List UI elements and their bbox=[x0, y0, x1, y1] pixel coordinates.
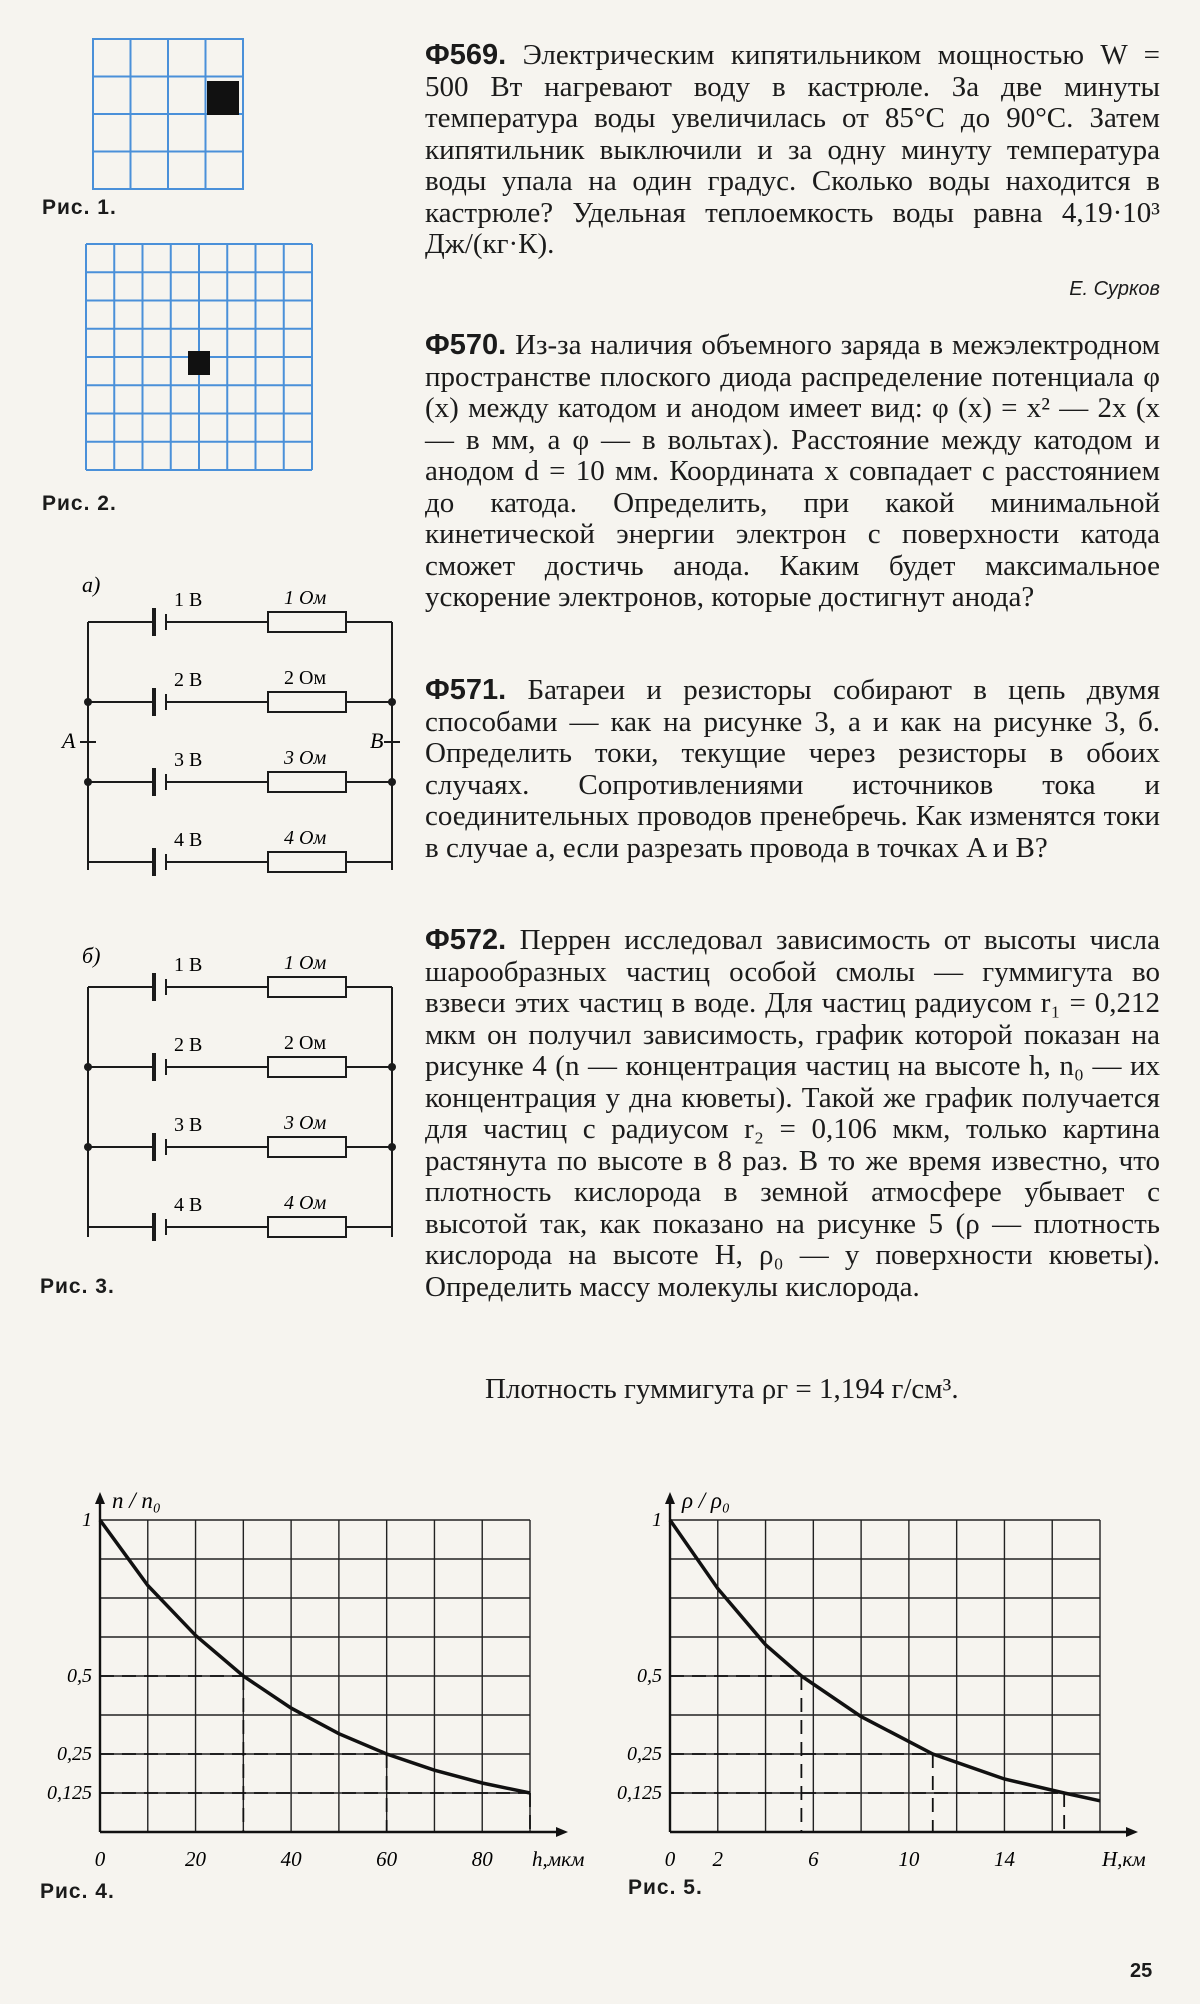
fig3a-r3: 3 Ом bbox=[284, 747, 327, 769]
fig1-dark-cell bbox=[207, 81, 239, 115]
problem-f569 bbox=[425, 40, 1160, 261]
fig4-curve bbox=[100, 1520, 530, 1793]
fig4-y-label: n / n₀ bbox=[112, 1488, 161, 1513]
problem-f572-number: Ф572. bbox=[425, 924, 507, 956]
fig5-x-arrow bbox=[1126, 1827, 1138, 1837]
fig5-chart bbox=[610, 1480, 1170, 1880]
fig3a-branch-4 bbox=[88, 848, 392, 876]
fig4-x-label: h,мкм bbox=[532, 1847, 585, 1871]
problem-f570 bbox=[425, 330, 1160, 614]
problem-f572 bbox=[425, 925, 1160, 1303]
fig3b-v4: 4 В bbox=[174, 1194, 203, 1216]
problem-f569-text: Электрическим кипятильником мощностью W = 500 Вт нагревают воду в кастрюле. За две минуты температура воды увеличилась от 85°С до 90°С. Затем кипятильник выключили и за одну минуту температура воды упала на один градус. Сколько воды находится в кастрюле? Удельная теплоемкость воды равна 4,19·10³ Дж/(кг·К). bbox=[425, 39, 1161, 260]
fig1-caption: Рис. 1. bbox=[42, 196, 117, 219]
fig3b-branch-3 bbox=[88, 1133, 392, 1161]
fig5-x-tick: 6 bbox=[808, 1847, 819, 1871]
fig3a-node-a: A bbox=[62, 728, 76, 753]
fig3a-node-b: B bbox=[370, 728, 384, 753]
fig5-y-tick: 0,25 bbox=[627, 1743, 662, 1765]
fig5-caption: Рис. 5. bbox=[628, 1876, 703, 1899]
problem-f570-text: Из-за наличия объемного заряда в межэлектродном пространстве плоского диода распределение потенциала φ (x) между катодом и анодом имеет вид: φ (x) = x² — 2x (x — в мм, а φ — в вольтах). Расстояние между катодом и анодом d = 10 мм. Координата x совпадает с расстоянием до катода. Определить, при какой минимальной кинетической энергии электрон с поверхности катода сможет достичь анода. Каким будет максимальное ускорение электронов, которые достигнут анода? bbox=[425, 329, 1161, 613]
fig5-x-tick: 14 bbox=[993, 1847, 1015, 1871]
fig3b-r2: 2 Ом bbox=[284, 1032, 327, 1054]
fig4-y-tick: 0,5 bbox=[67, 1665, 92, 1687]
fig5-x-tick: 0 bbox=[664, 1847, 676, 1871]
fig4-y-arrow bbox=[95, 1492, 105, 1504]
fig3b-v3: 3 В bbox=[174, 1114, 203, 1136]
fig3a-v2: 2 В bbox=[174, 669, 203, 691]
problem-f571 bbox=[425, 675, 1160, 864]
fig3a-branch-2 bbox=[88, 688, 392, 716]
fig3b-branch-1 bbox=[88, 973, 392, 1001]
fig4-y-tick: 1 bbox=[82, 1509, 92, 1531]
fig5-y-arrow bbox=[665, 1492, 675, 1504]
fig5-x-label: H,км bbox=[1102, 1847, 1146, 1871]
fig5-y-label: ρ / ρ₀ bbox=[682, 1488, 730, 1513]
fig4-x-tick: 80 bbox=[471, 1847, 493, 1871]
problem-f572-text: Перрен исследовал зависимость от высоты числа шарообразных частиц особой смолы — гуммигута во взвеси этих частиц в воде. Для частиц радиусом r₁ = 0,212 мкм он получил зависимость, график которой показан на рисунке 4 (n — концентрация частиц на высоте h, n₀ — их концентрация у дна кюветы). Такой же график получается для частиц с радиусом r₂ = 0,106 мкм, только картина растянута по высоте в 8 раз. В то же время известно, что плотность кислорода в земной атмосфере убывает с высотой так, как показано на рисунке 5 (ρ — плотность кислорода на высоте H, ρ₀ — у поверхности кюветы). Определить массу молекулы кислорода. bbox=[425, 924, 1160, 1303]
fig4-y-tick: 0,25 bbox=[57, 1743, 92, 1765]
fig4-x-tick: 20 bbox=[185, 1847, 207, 1871]
fig5-y-tick: 1 bbox=[652, 1509, 662, 1531]
fig3a-r2: 2 Ом bbox=[284, 667, 327, 689]
fig4-caption: Рис. 4. bbox=[40, 1880, 115, 1903]
fig1-grid bbox=[92, 38, 252, 198]
problem-f571-text: Батареи и резисторы собирают в цепь двумя способами — как на рисунке 3, а и как на рисунке 3, б. Определить токи, текущие через резисторы в обоих случаях. Сопротивлениями источников тока и соединительных проводов пренебречь. Как изменятся токи в случае а, если разрезать провода в точках A и B? bbox=[425, 674, 1160, 864]
fig3a-branch-1 bbox=[88, 608, 392, 636]
fig4-chart bbox=[40, 1480, 600, 1880]
fig3a-branch-3 bbox=[88, 768, 392, 796]
problem-f569-author: Е. Сурков bbox=[1069, 278, 1160, 300]
fig3b-r1: 1 Ом bbox=[284, 952, 327, 974]
fig3a-v1: 1 В bbox=[174, 589, 203, 611]
fig3a-circuit bbox=[62, 570, 410, 890]
fig4-x-tick: 60 bbox=[376, 1847, 398, 1871]
fig3b-r4: 4 Ом bbox=[284, 1192, 327, 1214]
fig3-caption: Рис. 3. bbox=[40, 1275, 115, 1298]
fig5-x-tick: 10 bbox=[898, 1847, 920, 1871]
fig2-grid bbox=[84, 242, 314, 472]
fig5-x-tick: 2 bbox=[712, 1847, 724, 1871]
fig4-y-tick: 0,125 bbox=[47, 1782, 92, 1804]
fig3b-branch-2 bbox=[88, 1053, 392, 1081]
fig3a-v4: 4 В bbox=[174, 829, 203, 851]
fig3a-v3: 3 В bbox=[174, 749, 203, 771]
fig3b-r3: 3 Ом bbox=[284, 1112, 327, 1134]
fig3a-r1: 1 Ом bbox=[284, 587, 327, 609]
page-number: 25 bbox=[1130, 1960, 1153, 1982]
fig5-y-tick: 0,5 bbox=[637, 1665, 662, 1687]
fig5-y-tick: 0,125 bbox=[617, 1782, 662, 1804]
fig3b-circuit bbox=[70, 945, 410, 1265]
fig3b-v1: 1 В bbox=[174, 954, 203, 976]
fig3a-r4: 4 Ом bbox=[284, 827, 327, 849]
problem-f570-number: Ф570. bbox=[425, 329, 507, 361]
fig4-x-tick: 40 bbox=[280, 1847, 302, 1871]
fig3b-branch-4 bbox=[88, 1213, 392, 1241]
fig4-x-tick: 0 bbox=[94, 1847, 106, 1871]
fig3b-v2: 2 В bbox=[174, 1034, 203, 1056]
fig4-x-arrow bbox=[556, 1827, 568, 1837]
fig2-caption: Рис. 2. bbox=[42, 492, 117, 515]
fig2-dark-cell bbox=[188, 351, 210, 375]
fig3b-label: б) bbox=[82, 943, 101, 968]
fig3a-label: а) bbox=[82, 572, 101, 597]
problem-f572-gummigut: Плотность гуммигута ρг = 1,194 г/см³. bbox=[485, 1373, 959, 1405]
problem-f569-number: Ф569. bbox=[425, 39, 507, 71]
fig5-curve bbox=[670, 1520, 1100, 1801]
problem-f571-number: Ф571. bbox=[425, 674, 507, 706]
